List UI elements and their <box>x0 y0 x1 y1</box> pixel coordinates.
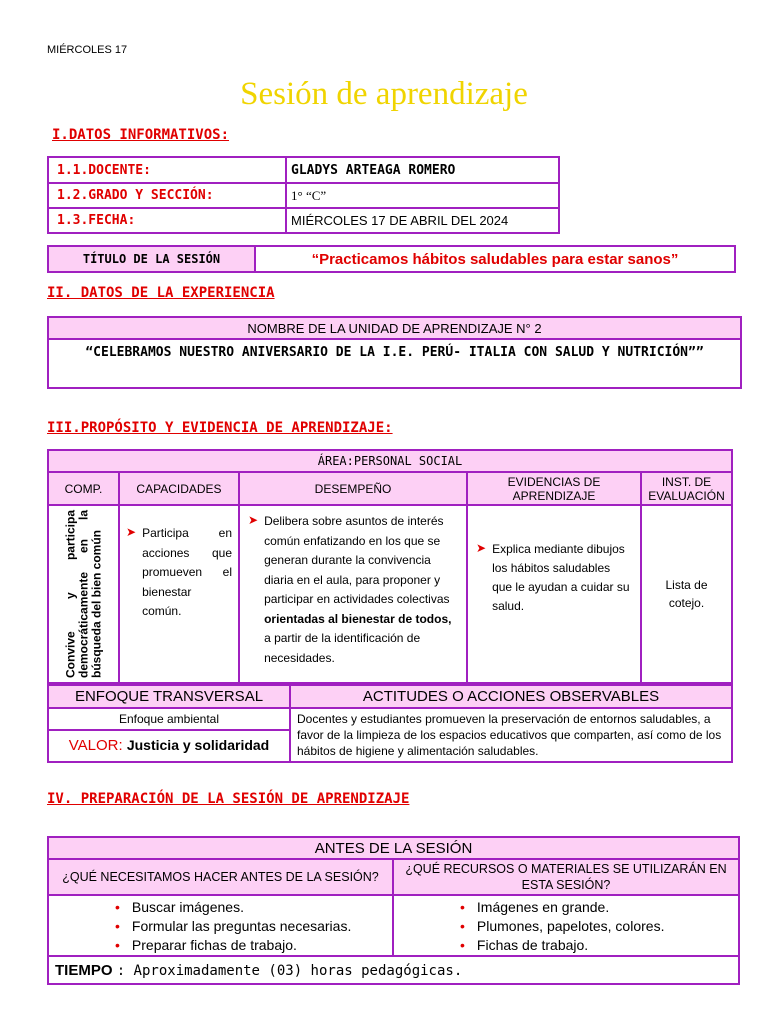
q2-header: ¿QUÉ RECURSOS O MATERIALES SE UTILIZARÁN EN ESTA SESIÓN? <box>393 859 739 895</box>
dot-bullet-icon: • <box>115 918 120 934</box>
enfoque-header: ENFOQUE TRANSVERSAL <box>48 685 290 708</box>
list1-item: Buscar imágenes. <box>131 899 244 915</box>
tiempo-label: TIEMPO <box>55 961 113 979</box>
area-label: ÁREA:PERSONAL SOCIAL <box>48 450 732 472</box>
valor-label: VALOR: <box>68 737 123 755</box>
tiempo-cell <box>48 956 739 984</box>
list2-item: Imágenes en grande. <box>476 899 610 915</box>
grado-value: 1° “C” <box>286 183 559 208</box>
desempeno-cell <box>239 505 467 683</box>
arrow-bullet-icon: ➤ <box>476 541 487 555</box>
col-comp: COMP. <box>48 472 119 505</box>
tiempo-value: : Aproximadamente (03) horas pedagógicas. <box>116 962 463 979</box>
dot-bullet-icon: • <box>460 918 465 934</box>
dot-bullet-icon: • <box>115 899 120 915</box>
session-title-value-box <box>256 245 736 273</box>
date-label: MIÉRCOLES 17 <box>47 44 128 56</box>
section-1-heading: I.DATOS INFORMATIVOS: <box>52 127 230 143</box>
datos-informativos-table <box>47 156 560 234</box>
actitudes-header: ACTITUDES O ACCIONES OBSERVABLES <box>290 685 732 708</box>
desempeno-text-c: a partir de la identificación de necesidades. <box>264 631 421 665</box>
list1-item: Preparar fichas de trabajo. <box>131 937 297 953</box>
unit-name: “CELEBRAMOS NUESTRO ANIVERSARIO DE LA I.E. PERÚ- ITALIA CON SALUD Y NUTRICIÓN”” <box>85 345 704 360</box>
evidencia-text: Explica mediante dibujos los hábitos saludables que le ayudan a cuidar su salud. <box>492 542 630 613</box>
comp-cell <box>48 505 119 683</box>
session-title-label-box <box>47 245 256 273</box>
arrow-bullet-icon: ➤ <box>126 525 137 539</box>
proposito-table <box>47 449 733 684</box>
instrumento-text: Lista de cotejo. <box>665 578 708 610</box>
enfoque-table <box>47 684 733 763</box>
page-title: Sesión de aprendizaje <box>240 76 528 112</box>
session-title-label: TÍTULO DE LA SESIÓN <box>82 252 221 266</box>
list2-item: Plumones, papelotes, colores. <box>476 918 665 934</box>
list1-cell <box>48 895 393 956</box>
capacidad-text: Participa en acciones que promueven el bienestar común. <box>142 526 232 618</box>
session-title-value: “Practicamos hábitos saludables para estar sanos” <box>311 250 679 268</box>
col-evidencias: EVIDENCIAS DE APRENDIZAJE <box>467 472 641 505</box>
instrumento-cell <box>641 505 732 683</box>
fecha-value: MIÉRCOLES 17 DE ABRIL DEL 2024 <box>286 208 559 233</box>
desempeno-text-a: Delibera sobre asuntos de interés común enfatizando en los que se generan durante la convivencia diaria en el aula, para proponer y participar en actividades colectivas <box>264 514 450 606</box>
enfoque-value: Enfoque ambiental <box>48 708 290 730</box>
q1-header: ¿QUÉ NECESITAMOS HACER ANTES DE LA SESIÓN? <box>48 859 393 895</box>
evidencia-cell <box>467 505 641 683</box>
section-3-heading: III.PROPÓSITO Y EVIDENCIA DE APRENDIZAJE: <box>47 420 393 436</box>
unit-label: NOMBRE DE LA UNIDAD DE APRENDIZAJE N° 2 <box>49 318 740 340</box>
dot-bullet-icon: • <box>115 937 120 953</box>
valor-value: Justicia y solidaridad <box>126 737 270 754</box>
docente-label: 1.1.DOCENTE: <box>48 157 286 183</box>
desempeno-text-b: orientadas al bienestar de todos, <box>264 611 452 626</box>
list2-cell <box>393 895 739 956</box>
actitudes-value: Docentes y estudiantes promueven la preservación de entornos saludables, a favor de la limpieza de los espacios educativos que comparten, así como de los hábitos de higiene y alimentación saludables. <box>290 708 732 762</box>
list2-item: Fichas de trabajo. <box>476 937 589 953</box>
antes-header: ANTES DE LA SESIÓN <box>48 837 739 859</box>
list1-item: Formular las preguntas necesarias. <box>131 918 352 934</box>
unit-box <box>47 316 742 389</box>
valor-cell <box>48 730 290 762</box>
arrow-bullet-icon: ➤ <box>248 513 259 527</box>
dot-bullet-icon: • <box>460 899 465 915</box>
capacidad-cell <box>119 505 239 683</box>
docente-value: GLADYS ARTEAGA ROMERO <box>286 157 559 183</box>
col-desempeno: DESEMPEÑO <box>239 472 467 505</box>
grado-label: 1.2.GRADO Y SECCIÓN: <box>48 183 286 208</box>
preparacion-table <box>47 836 740 985</box>
col-capacidades: CAPACIDADES <box>119 472 239 505</box>
section-2-heading: II. DATOS DE LA EXPERIENCIA <box>47 285 275 301</box>
fecha-label: 1.3.FECHA: <box>48 208 286 233</box>
col-inst: INST. DE EVALUACIÓN <box>641 472 732 505</box>
section-4-heading: IV. PREPARACIÓN DE LA SESIÓN DE APRENDIZAJE <box>47 791 410 807</box>
dot-bullet-icon: • <box>460 937 465 953</box>
comp-text: Convive y participa democráticamente en la búsqueda del bien común <box>63 510 103 678</box>
